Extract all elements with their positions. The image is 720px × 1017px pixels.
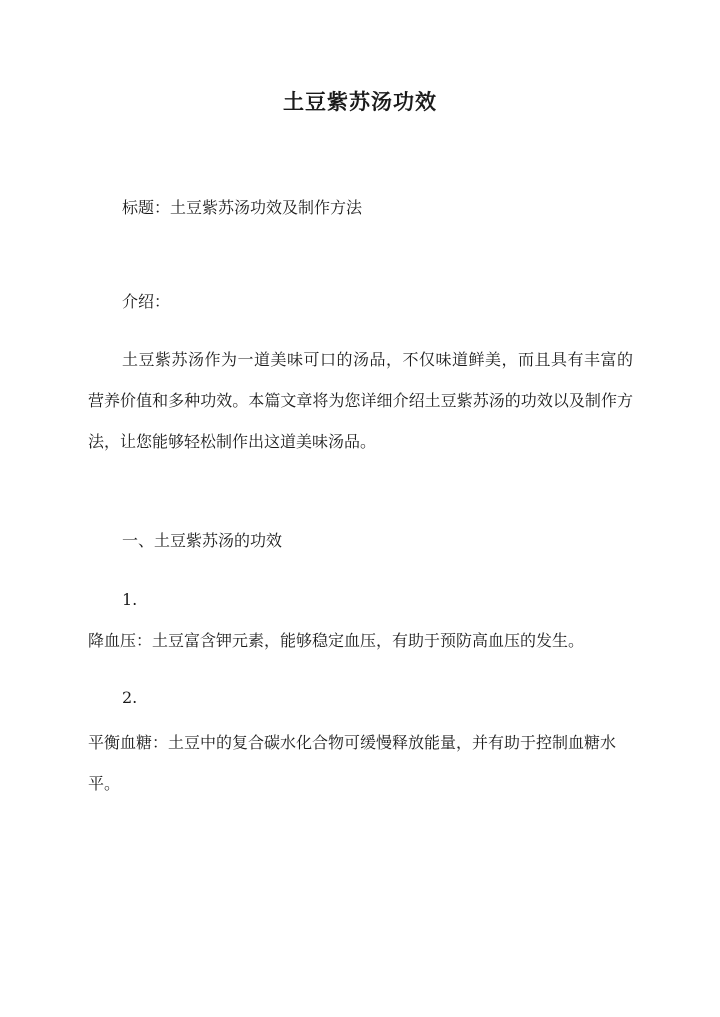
list-item-text: 降血压：土豆富含钾元素，能够稳定血压，有助于预防高血压的发生。 bbox=[88, 631, 585, 650]
section-heading: 一、土豆紫苏汤的功效 bbox=[122, 531, 283, 550]
list-item-number: 2. bbox=[122, 688, 138, 707]
intro-heading: 介绍： bbox=[122, 292, 171, 311]
intro-paragraph: 土豆紫苏汤作为一道美味可口的汤品，不仅味道鲜美，而且具有丰富的营养价值和多种功效。本篇文章将为您详细介绍土豆紫苏汤的功效以及制作方法，让您能够轻松制作出这道美味汤品。 bbox=[88, 350, 633, 451]
list-item-number: 1. bbox=[122, 590, 138, 609]
list-item-text: 平衡血糖：土豆中的复合碳水化合物可缓慢释放能量，并有助于控制血糖水平。 bbox=[88, 733, 617, 793]
subtitle-line: 标题：土豆紫苏汤功效及制作方法 bbox=[122, 198, 363, 217]
page-title: 土豆紫苏汤功效 bbox=[283, 89, 437, 114]
